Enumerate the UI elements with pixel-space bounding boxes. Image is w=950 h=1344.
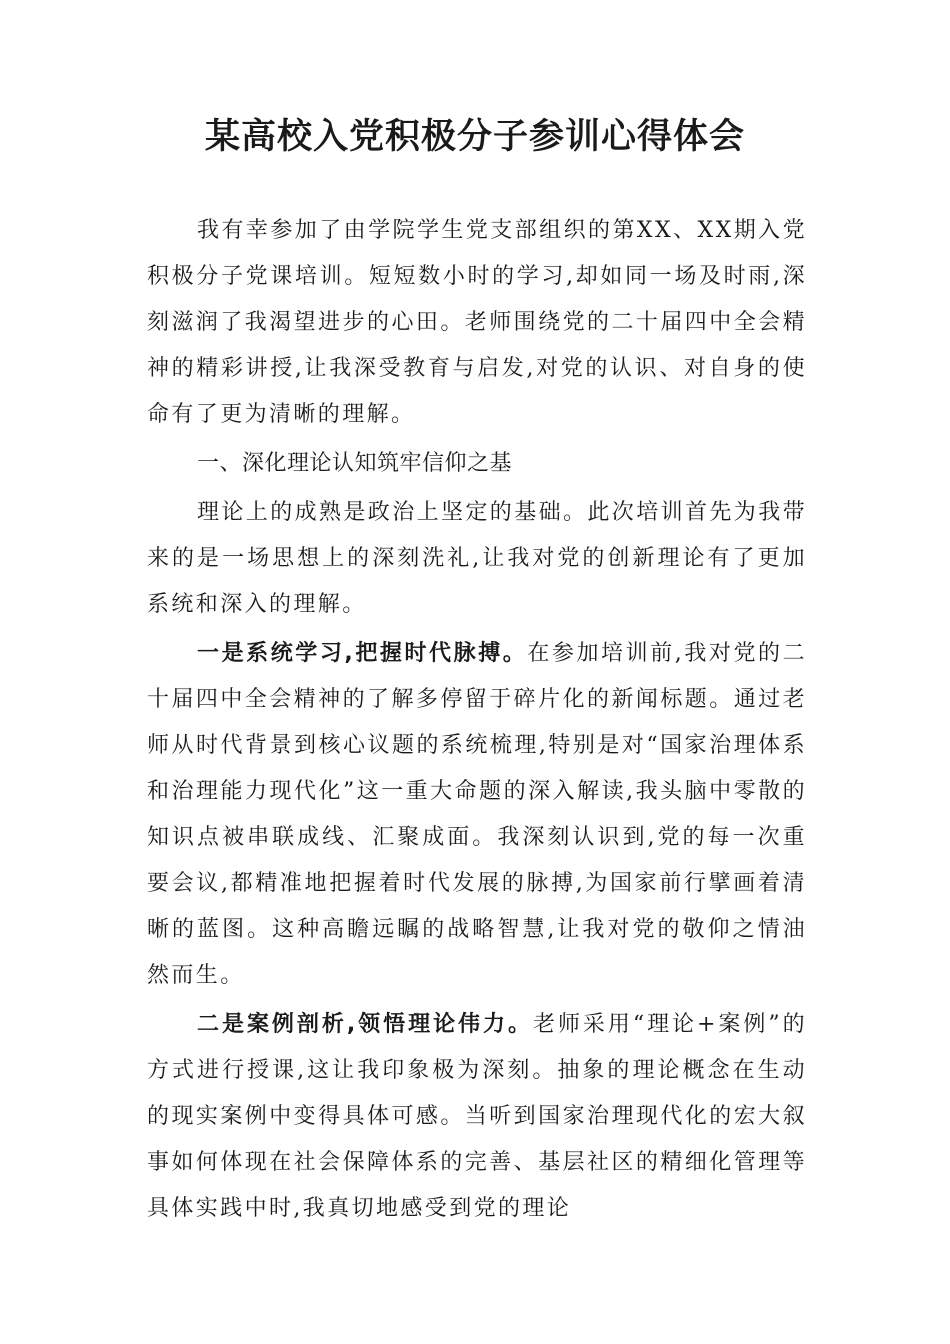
section-paragraph: 理论上的成熟是政治上坚定的基础。此次培训首先为我带来的是一场思想上的深刻洗礼,让我对党的创新理论有了更加系统和深入的理解。 (147, 500, 808, 617)
intro-paragraph: 我有幸参加了由学院学生党支部组织的第XX、XX期入党积极分子党课培训。短短数小时的学习,却如同一场及时雨,深刻滋润了我渴望进步的心田。老师围绕党的二十届四中全会精神的精彩讲授,让我深受教育与启发,对党的认识、对自身的使命有了更为清晰的理解。 (147, 218, 807, 427)
point-one-text: 在参加培训前,我对党的二十届四中全会精神的了解多停留于碎片化的新闻标题。通过老师从时代背景到核心议题的系统梳理,特别是对“国家治理体系和治理能力现代化”这一重大命题的深入解读,我头脑中零散的知识点被串联成线、汇聚成面。我深刻认识到,党的每一次重要会议,都精准地把握着时代发展的脉搏,为国家前行擘画着清晰的蓝图。这种高瞻远瞩的战略智慧,让我对党的敬仰之情油然而生。 (147, 641, 808, 988)
point-one-lead: 一是系统学习,把握时代脉搏。 (197, 641, 528, 666)
point-two-lead: 二是案例剖析,领悟理论伟力。 (197, 1012, 533, 1037)
point-two-text: 老师采用“理论+案例”的方式进行授课,这让我印象极为深刻。抽象的理论概念在生动的现实案例中变得具体可感。当听到国家治理现代化的宏大叙事如何体现在社会保障体系的完善、基层社区的精细化管理等具体实践中时,我真切地感受到党的理论 (147, 1012, 807, 1221)
point-one-paragraph (147, 631, 807, 999)
section-heading: 一、深化理论认知筑牢信仰之基 (197, 451, 513, 476)
document-title: 某高校入党积极分子参训心得体会 (204, 116, 745, 157)
document-body (147, 208, 807, 1232)
point-two-paragraph (147, 1002, 807, 1232)
